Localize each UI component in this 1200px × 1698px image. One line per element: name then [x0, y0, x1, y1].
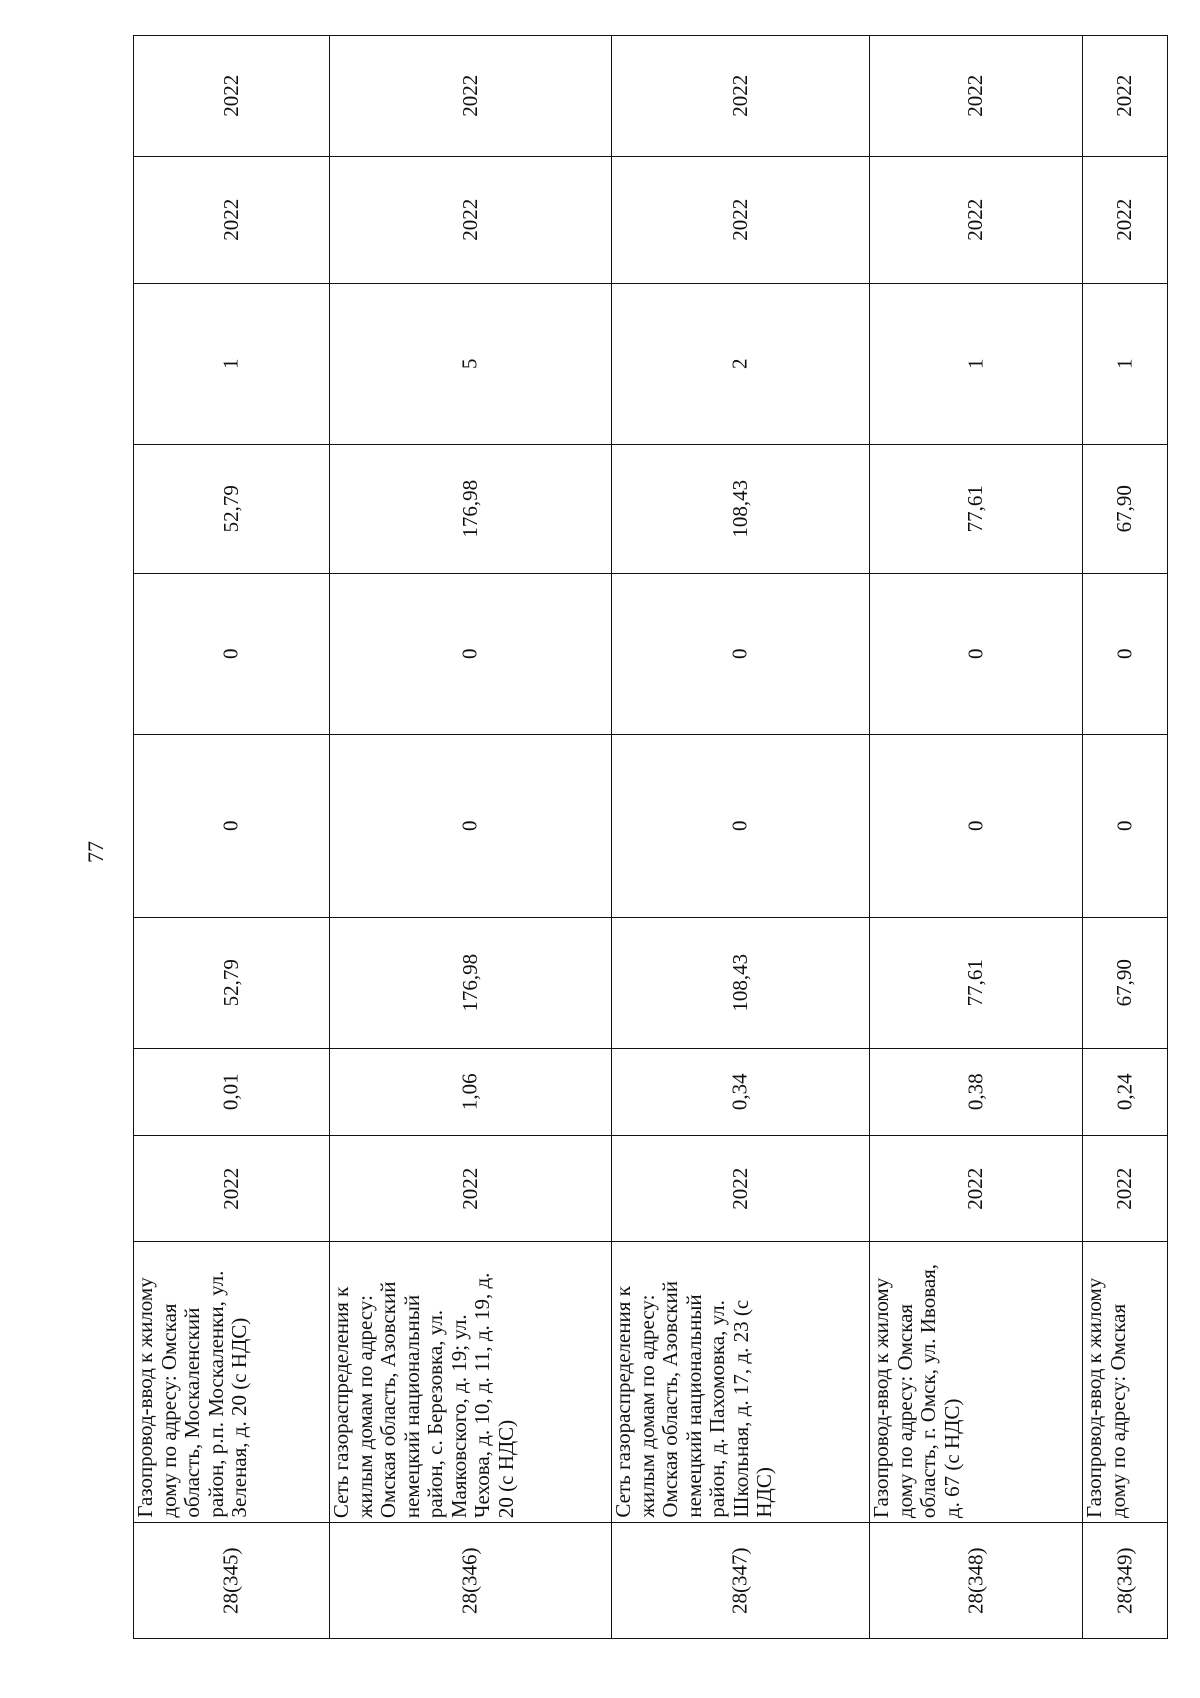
- table-cell-cost-total: [330, 918, 612, 1049]
- table-cell-year-start: [330, 157, 612, 284]
- cell-text: 28(349): [1112, 1547, 1137, 1614]
- table-cell-cost-2: [612, 445, 870, 574]
- cell-text: 0: [218, 648, 243, 660]
- cell-text: 0: [727, 648, 752, 660]
- table-cell-length: [870, 1049, 1083, 1136]
- cell-text: 2022: [218, 74, 243, 117]
- table-cell-count: [134, 284, 330, 445]
- table-row: [134, 1242, 1168, 1523]
- table-cell-val-a: [1083, 735, 1168, 918]
- cell-text: 2022: [963, 1167, 988, 1210]
- table-cell-year-end: [612, 36, 870, 157]
- object-description: Сеть газораспределения к жилым домам по адресу: Омская область, Азовский немецкий национальный район, д. Пахомовка, ул. Школьная, д. 17, д. 23 (с НДС): [611, 1281, 777, 1518]
- table-cell-year-start: [1083, 157, 1168, 284]
- cell-text: 67,90: [1112, 959, 1137, 1007]
- table-cell-val-b: [134, 574, 330, 735]
- cell-text: 2022: [457, 74, 482, 117]
- cell-text: 108,43: [727, 480, 752, 538]
- cell-text: 1: [963, 358, 988, 370]
- cell-text: 0,38: [963, 1073, 988, 1111]
- table-row: [134, 735, 1168, 918]
- table-cell-year-end: [330, 36, 612, 157]
- table-cell-year: [134, 1136, 330, 1242]
- cell-text: 2022: [457, 1167, 482, 1210]
- table-cell-id: [134, 1523, 330, 1639]
- cell-text: 0,01: [218, 1073, 243, 1111]
- page-number: 77: [83, 841, 108, 863]
- cell-text: 0: [1112, 648, 1137, 660]
- data-table: [133, 35, 1168, 1639]
- table-row: [134, 1049, 1168, 1136]
- table-cell-year-end: [870, 36, 1083, 157]
- table-cell-year-start: [612, 157, 870, 284]
- table-cell-cost-total: [1083, 918, 1168, 1049]
- cell-text: 77,61: [963, 959, 988, 1007]
- table-cell-val-b: [612, 574, 870, 735]
- table-row: [134, 918, 1168, 1049]
- table-cell-cost-2: [330, 445, 612, 574]
- cell-text: 0: [457, 820, 482, 832]
- table-cell-id: [330, 1523, 612, 1639]
- cell-text: 108,43: [727, 954, 752, 1012]
- cell-text: 2022: [963, 74, 988, 117]
- table-cell-cost-total: [612, 918, 870, 1049]
- cell-text: 28(345): [218, 1547, 243, 1614]
- cell-text: 2022: [727, 198, 752, 241]
- cell-text: 0,24: [1112, 1073, 1137, 1111]
- table-cell-cost-total: [870, 918, 1083, 1049]
- cell-text: 0,34: [727, 1073, 752, 1111]
- table-cell-description: [612, 1242, 870, 1523]
- table-cell-description: [134, 1242, 330, 1523]
- cell-text: 2: [727, 358, 752, 370]
- table-cell-val-a: [612, 735, 870, 918]
- cell-text: 2022: [1112, 1167, 1137, 1210]
- table-cell-id: [612, 1523, 870, 1639]
- cell-text: 0: [1112, 820, 1137, 832]
- cell-text: 2022: [727, 1167, 752, 1210]
- table-cell-cost-2: [134, 445, 330, 574]
- table-cell-year-end: [1083, 36, 1168, 157]
- cell-text: 1,06: [457, 1073, 482, 1111]
- table-cell-year: [870, 1136, 1083, 1242]
- table-row: [134, 36, 1168, 157]
- cell-text: 52,79: [218, 485, 243, 533]
- table-cell-length: [330, 1049, 612, 1136]
- table-cell-count: [330, 284, 612, 445]
- cell-text: 176,98: [457, 480, 482, 538]
- cell-text: 1: [218, 358, 243, 370]
- table-row: [134, 445, 1168, 574]
- object-description: Газопровод-ввод к жилому дому по адресу: Омская область, г. Омск, ул. Ивовая, д. 67 (с НДС): [869, 1263, 964, 1518]
- table-cell-count: [870, 284, 1083, 445]
- table-cell-cost-2: [870, 445, 1083, 574]
- cell-text: 77,61: [963, 485, 988, 533]
- cell-text: 0: [963, 820, 988, 832]
- object-description: Газопровод-ввод к жилому дому по адресу: Омская: [1082, 1277, 1130, 1518]
- cell-text: 5: [457, 358, 482, 370]
- cell-text: 1: [1112, 358, 1137, 370]
- cell-text: 176,98: [457, 954, 482, 1012]
- table-row: [134, 574, 1168, 735]
- table-cell-length: [1083, 1049, 1168, 1136]
- table-row: [134, 1523, 1168, 1639]
- table-cell-val-b: [1083, 574, 1168, 735]
- cell-text: 2022: [218, 198, 243, 241]
- table-cell-year-end: [134, 36, 330, 157]
- cell-text: 52,79: [218, 959, 243, 1007]
- table-cell-year-start: [870, 157, 1083, 284]
- table-cell-id: [1083, 1523, 1168, 1639]
- cell-text: 28(347): [727, 1547, 752, 1614]
- cell-text: 0: [727, 820, 752, 832]
- table-cell-description: [870, 1242, 1083, 1523]
- table-cell-val-a: [134, 735, 330, 918]
- table-cell-length: [134, 1049, 330, 1136]
- table-cell-val-b: [870, 574, 1083, 735]
- table-cell-cost-total: [134, 918, 330, 1049]
- table-cell-cost-2: [1083, 445, 1168, 574]
- table-cell-year: [612, 1136, 870, 1242]
- table-cell-count: [1083, 284, 1168, 445]
- cell-text: 28(346): [457, 1547, 482, 1614]
- table-row: [134, 1136, 1168, 1242]
- table-cell-description: [1083, 1242, 1168, 1523]
- table-cell-id: [870, 1523, 1083, 1639]
- table-cell-count: [612, 284, 870, 445]
- table-cell-val-a: [330, 735, 612, 918]
- table-cell-val-a: [870, 735, 1083, 918]
- cell-text: 2022: [1112, 198, 1137, 241]
- cell-text: 2022: [1112, 74, 1137, 117]
- object-description: Сеть газораспределения к жилым домам по адресу: Омская область, Азовский немецкий национальный район, с. Березовка, ул. Маяковского, д. 19; ул. Чехова, д. 10, д. 11, д. 19, д. 20 (с НДС): [329, 1272, 518, 1518]
- table-cell-val-b: [330, 574, 612, 735]
- table-row: [134, 284, 1168, 445]
- object-description: Газопровод-ввод к жилому дому по адресу: Омская область, Москаленский район, р.п. Москаленки, ул. Зеленая, д. 20 (с НДС): [133, 1271, 252, 1518]
- cell-text: 2022: [218, 1167, 243, 1210]
- cell-text: 0: [963, 648, 988, 660]
- cell-text: 28(348): [963, 1547, 988, 1614]
- table-row: [134, 157, 1168, 284]
- cell-text: 2022: [963, 198, 988, 241]
- cell-text: 2022: [457, 198, 482, 241]
- table-cell-year-start: [134, 157, 330, 284]
- cell-text: 67,90: [1112, 485, 1137, 533]
- table-cell-year: [1083, 1136, 1168, 1242]
- cell-text: 0: [218, 820, 243, 832]
- cell-text: 0: [457, 648, 482, 660]
- cell-text: 2022: [727, 74, 752, 117]
- table-cell-description: [330, 1242, 612, 1523]
- table-cell-year: [330, 1136, 612, 1242]
- table-cell-length: [612, 1049, 870, 1136]
